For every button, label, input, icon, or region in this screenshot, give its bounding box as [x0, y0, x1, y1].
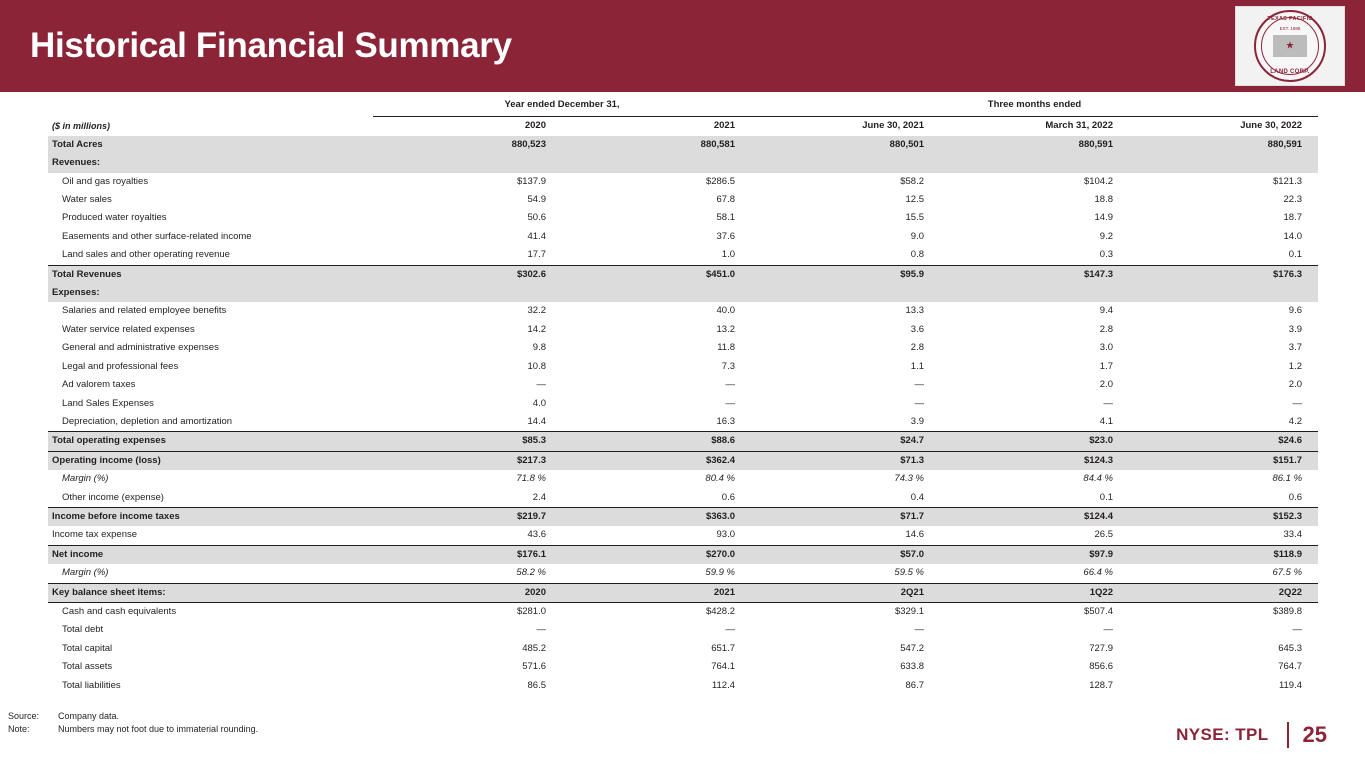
row-value-3: 74.3 % [894, 473, 924, 485]
row-label: Income tax expense [52, 529, 138, 541]
footnote-text: Numbers may not foot due to immaterial rounding. [58, 724, 259, 734]
row-label: Land Sales Expenses [62, 397, 154, 409]
row-value-4: 3.0 [1099, 342, 1113, 354]
row-value-1: 9.8 [532, 342, 546, 354]
row-value-3: 1.1 [910, 360, 924, 372]
logo-year-text: EST. 1888 [1279, 26, 1301, 31]
row-value-3: $58.2 [900, 175, 924, 187]
row-value-4: 856.6 [1089, 661, 1113, 673]
table-row [48, 413, 1318, 432]
row-value-1: — [536, 624, 546, 636]
row-value-3: — [914, 624, 924, 636]
footnote-key: Note: [8, 724, 30, 734]
ticker-label: NYSE: TPL [1176, 725, 1269, 744]
table-row [48, 321, 1318, 339]
row-value-3: 14.6 [905, 529, 924, 541]
group-header-1: Year ended December 31, [373, 96, 751, 117]
row-value-2: 880,581 [562, 136, 751, 154]
row-value-1: 50.6 [527, 212, 546, 224]
row-value-3: $71.7 [751, 507, 940, 526]
row-value-5: — [1292, 397, 1303, 409]
row-value-2: 93.0 [716, 529, 735, 541]
row-value-3: 59.5 % [894, 567, 924, 579]
row-value-3: $24.7 [751, 432, 940, 451]
row-value-5: — [1292, 624, 1303, 636]
table-row [48, 658, 1318, 676]
row-value-1: — [536, 379, 546, 391]
table-row [48, 507, 1318, 526]
group-header-2: Three months ended [751, 96, 1318, 117]
table-row [48, 432, 1318, 451]
table-row [48, 154, 1318, 172]
row-value-2: 0.6 [721, 491, 735, 503]
row-label: Expenses: [48, 284, 373, 302]
row-value-1: $302.6 [373, 265, 562, 284]
row-value-1: 71.8 % [516, 473, 546, 485]
row-value-2: — [725, 624, 735, 636]
row-value-2: 11.8 [717, 342, 735, 354]
row-label: Margin (%) [62, 473, 109, 485]
row-value-4 [940, 154, 1129, 172]
row-value-5: 119.4 [1278, 679, 1303, 691]
row-value-5: 645.3 [1278, 642, 1303, 654]
balance-column-header-4: 1Q22 [940, 583, 1129, 602]
row-value-5: 1.2 [1288, 360, 1303, 372]
row-value-2 [562, 154, 751, 172]
logo-emblem-icon [1273, 35, 1307, 57]
table-row [48, 470, 1318, 488]
footnote-row [8, 723, 258, 736]
row-value-1: 2.4 [532, 491, 546, 503]
row-value-1: 4.0 [532, 397, 546, 409]
row-value-4: 18.8 [1094, 194, 1113, 206]
row-value-4: $23.0 [940, 432, 1129, 451]
row-value-3: 9.0 [910, 230, 924, 242]
table-row [48, 545, 1318, 564]
row-value-1: 17.7 [527, 249, 546, 261]
row-value-3: 86.7 [905, 679, 924, 691]
row-value-3: 0.4 [910, 491, 924, 503]
row-value-2 [562, 284, 751, 302]
table-row [48, 228, 1318, 246]
row-label: Margin (%) [62, 567, 109, 579]
row-value-3: 15.5 [905, 212, 924, 224]
row-value-5: 33.4 [1283, 529, 1303, 541]
column-header-2: 2021 [713, 120, 735, 132]
row-value-1: 14.2 [527, 323, 546, 335]
table-row [48, 173, 1318, 191]
row-label: Easements and other surface-related income [62, 230, 252, 242]
row-value-3: $71.3 [751, 451, 940, 470]
row-value-5: $152.3 [1129, 507, 1318, 526]
row-value-3: 3.6 [910, 323, 924, 335]
row-value-4: 66.4 % [1083, 567, 1113, 579]
table-row [48, 339, 1318, 357]
row-value-5: $389.8 [1129, 602, 1318, 621]
row-value-3: 547.2 [900, 642, 924, 654]
row-value-5: $118.9 [1129, 545, 1318, 564]
row-label: Land sales and other operating revenue [62, 249, 230, 261]
row-value-3: $95.9 [751, 265, 940, 284]
row-value-5: $176.3 [1129, 265, 1318, 284]
row-value-5: 880,591 [1129, 136, 1318, 154]
row-value-3: $57.0 [751, 545, 940, 564]
row-value-4: 128.7 [1089, 679, 1113, 691]
row-value-5: 764.7 [1278, 661, 1303, 673]
row-value-4: — [1103, 397, 1113, 409]
row-value-2: 13.2 [716, 323, 735, 335]
table-row [48, 358, 1318, 376]
row-value-4: 2.0 [1099, 379, 1113, 391]
row-value-4: 4.1 [1099, 415, 1113, 427]
table-row [48, 376, 1318, 394]
balance-sheet-header-row [48, 583, 1318, 602]
row-label: Total capital [62, 642, 113, 654]
table-row [48, 209, 1318, 227]
row-value-3: — [914, 379, 924, 391]
row-value-3: $329.1 [751, 602, 940, 621]
row-value-5: 14.0 [1283, 230, 1303, 242]
row-label: Total liabilities [62, 679, 121, 691]
row-value-4: $104.2 [1083, 175, 1113, 187]
row-label: Oil and gas royalties [62, 175, 149, 187]
row-value-3: 633.8 [900, 661, 924, 673]
row-label: Total debt [62, 624, 104, 636]
row-value-5: 9.6 [1288, 305, 1303, 317]
row-value-4: 1.7 [1099, 360, 1113, 372]
row-value-1: $137.9 [516, 175, 546, 187]
table-group-header-row [48, 96, 1318, 117]
row-label: Total Acres [48, 136, 373, 154]
row-value-2: $451.0 [562, 265, 751, 284]
financial-table-container [0, 96, 1365, 695]
row-value-5: 2.0 [1288, 379, 1303, 391]
table-row [48, 621, 1318, 639]
row-value-3: 3.9 [910, 415, 924, 427]
row-value-2: 7.3 [721, 360, 735, 372]
row-value-5: 0.1 [1288, 249, 1303, 261]
row-label: Water service related expenses [62, 323, 195, 335]
row-value-1 [373, 154, 562, 172]
row-value-2: 58.1 [716, 212, 735, 224]
row-value-5: 22.3 [1283, 194, 1303, 206]
historical-financial-table [48, 96, 1318, 695]
row-value-4: $124.4 [940, 507, 1129, 526]
row-value-5: $24.6 [1129, 432, 1318, 451]
row-value-2: 651.7 [711, 642, 735, 654]
row-value-5: 0.6 [1288, 491, 1303, 503]
row-value-1: 32.2 [527, 305, 546, 317]
row-label: Other income (expense) [62, 491, 164, 503]
row-value-5 [1129, 284, 1318, 302]
row-value-2: — [725, 379, 735, 391]
company-logo [1235, 6, 1345, 86]
row-value-3: 12.5 [905, 194, 924, 206]
row-value-2: 80.4 % [705, 473, 735, 485]
slide-footer [1176, 722, 1327, 748]
footnotes [8, 710, 258, 736]
row-label: Total operating expenses [48, 432, 373, 451]
row-value-2: 764.1 [711, 661, 735, 673]
row-value-3: 2.8 [910, 342, 924, 354]
row-value-2: — [725, 397, 735, 409]
balance-column-header-2: 2021 [562, 583, 751, 602]
row-value-2: $363.0 [562, 507, 751, 526]
row-label: Cash and cash equivalents [48, 602, 373, 621]
row-value-4: — [1103, 624, 1113, 636]
row-value-4: $97.9 [940, 545, 1129, 564]
row-value-5: 3.7 [1288, 342, 1303, 354]
seal-icon [1254, 10, 1326, 82]
row-value-4: 0.1 [1099, 491, 1113, 503]
row-value-2: 67.8 [716, 194, 735, 206]
row-label: Produced water royalties [62, 212, 167, 224]
table-row [48, 302, 1318, 320]
table-row [48, 246, 1318, 265]
row-label: Salaries and related employee benefits [62, 305, 227, 317]
table-row [48, 191, 1318, 209]
footer-divider [1287, 722, 1289, 748]
row-label: Total assets [62, 661, 113, 673]
row-value-1: 571.6 [522, 661, 546, 673]
row-value-1: $176.1 [373, 545, 562, 564]
row-value-5: 3.9 [1288, 323, 1303, 335]
row-value-4: 9.4 [1099, 305, 1113, 317]
table-row [48, 284, 1318, 302]
row-value-1: $85.3 [373, 432, 562, 451]
row-value-4: 727.9 [1089, 642, 1113, 654]
row-value-1: 58.2 % [516, 567, 546, 579]
page-number: 25 [1302, 722, 1327, 747]
row-value-1: 880,523 [373, 136, 562, 154]
column-header-5: June 30, 2022 [1240, 120, 1303, 132]
table-row [48, 526, 1318, 545]
row-value-1: 485.2 [522, 642, 546, 654]
row-value-1: 54.9 [527, 194, 546, 206]
row-value-2: $270.0 [562, 545, 751, 564]
footnote-text: Company data. [58, 711, 120, 721]
row-value-3 [751, 284, 940, 302]
row-value-1: 14.4 [527, 415, 546, 427]
row-value-1: $217.3 [373, 451, 562, 470]
row-value-1: $281.0 [373, 602, 562, 621]
row-value-2: $88.6 [562, 432, 751, 451]
table-row [48, 395, 1318, 413]
row-value-4: 14.9 [1094, 212, 1113, 224]
row-label: Operating income (loss) [48, 451, 373, 470]
row-value-4: $147.3 [940, 265, 1129, 284]
row-label: Depreciation, depletion and amortization [62, 415, 233, 427]
row-label: Ad valorem taxes [62, 379, 136, 391]
balance-section-label: Key balance sheet items: [48, 583, 373, 602]
row-value-2: 1.0 [721, 249, 735, 261]
page-title: Historical Financial Summary [30, 26, 512, 65]
row-value-1: 10.8 [527, 360, 546, 372]
row-value-5: $121.3 [1272, 175, 1303, 187]
footnote-key: Source: [8, 711, 40, 721]
row-value-2: 40.0 [716, 305, 735, 317]
row-value-4: 9.2 [1099, 230, 1113, 242]
logo-bottom-text: LAND CORP. [1270, 69, 1310, 75]
footnote-row [8, 710, 258, 723]
table-row [48, 677, 1318, 695]
row-value-4: $507.4 [940, 602, 1129, 621]
row-value-5 [1129, 154, 1318, 172]
row-value-2: 112.4 [711, 679, 735, 691]
row-value-1: 43.6 [527, 529, 546, 541]
row-value-1: 86.5 [527, 679, 546, 691]
balance-column-header-1: 2020 [373, 583, 562, 602]
row-value-4: $124.3 [940, 451, 1129, 470]
slide-header [0, 0, 1365, 92]
table-row [48, 451, 1318, 470]
column-header-4: March 31, 2022 [1045, 120, 1113, 132]
row-value-1: 41.4 [527, 230, 546, 242]
spacer-cell [48, 96, 373, 117]
column-header-3: June 30, 2021 [862, 120, 924, 132]
row-value-4: 26.5 [1094, 529, 1113, 541]
row-value-5: $151.7 [1129, 451, 1318, 470]
row-value-4: 880,591 [940, 136, 1129, 154]
row-value-5: 67.5 % [1272, 567, 1303, 579]
row-value-3: 13.3 [905, 305, 924, 317]
row-value-1 [373, 284, 562, 302]
row-value-5: 86.1 % [1272, 473, 1303, 485]
column-header-1: 2020 [524, 120, 546, 132]
row-value-5: 18.7 [1283, 212, 1303, 224]
units-note: ($ in millions) [52, 121, 111, 132]
row-value-5: 4.2 [1288, 415, 1303, 427]
row-value-4: 84.4 % [1083, 473, 1113, 485]
row-value-3: 880,501 [751, 136, 940, 154]
row-label: General and administrative expenses [62, 342, 219, 354]
row-label: Water sales [62, 194, 112, 206]
row-value-3 [751, 154, 940, 172]
row-value-4: 0.3 [1099, 249, 1113, 261]
balance-column-header-3: 2Q21 [751, 583, 940, 602]
row-value-3: 0.8 [910, 249, 924, 261]
row-value-3: — [914, 397, 924, 409]
row-value-4 [940, 284, 1129, 302]
table-row [48, 489, 1318, 508]
row-value-4: 2.8 [1099, 323, 1113, 335]
row-label: Revenues: [48, 154, 373, 172]
table-row [48, 265, 1318, 284]
row-label: Income before income taxes [48, 507, 373, 526]
row-label: Legal and professional fees [62, 360, 179, 372]
table-column-header-row [48, 117, 1318, 136]
logo-top-text: TEXAS PACIFIC [1267, 16, 1313, 22]
row-value-2: $362.4 [562, 451, 751, 470]
table-row [48, 602, 1318, 621]
row-value-2: 59.9 % [705, 567, 735, 579]
table-row [48, 136, 1318, 154]
row-value-2: $286.5 [705, 175, 735, 187]
table-row [48, 564, 1318, 583]
balance-column-header-5: 2Q22 [1129, 583, 1318, 602]
row-label: Net income [48, 545, 373, 564]
row-value-1: $219.7 [373, 507, 562, 526]
row-label: Total Revenues [48, 265, 373, 284]
table-row [48, 640, 1318, 658]
row-value-2: $428.2 [562, 602, 751, 621]
row-value-2: 37.6 [716, 230, 735, 242]
row-value-2: 16.3 [716, 415, 735, 427]
